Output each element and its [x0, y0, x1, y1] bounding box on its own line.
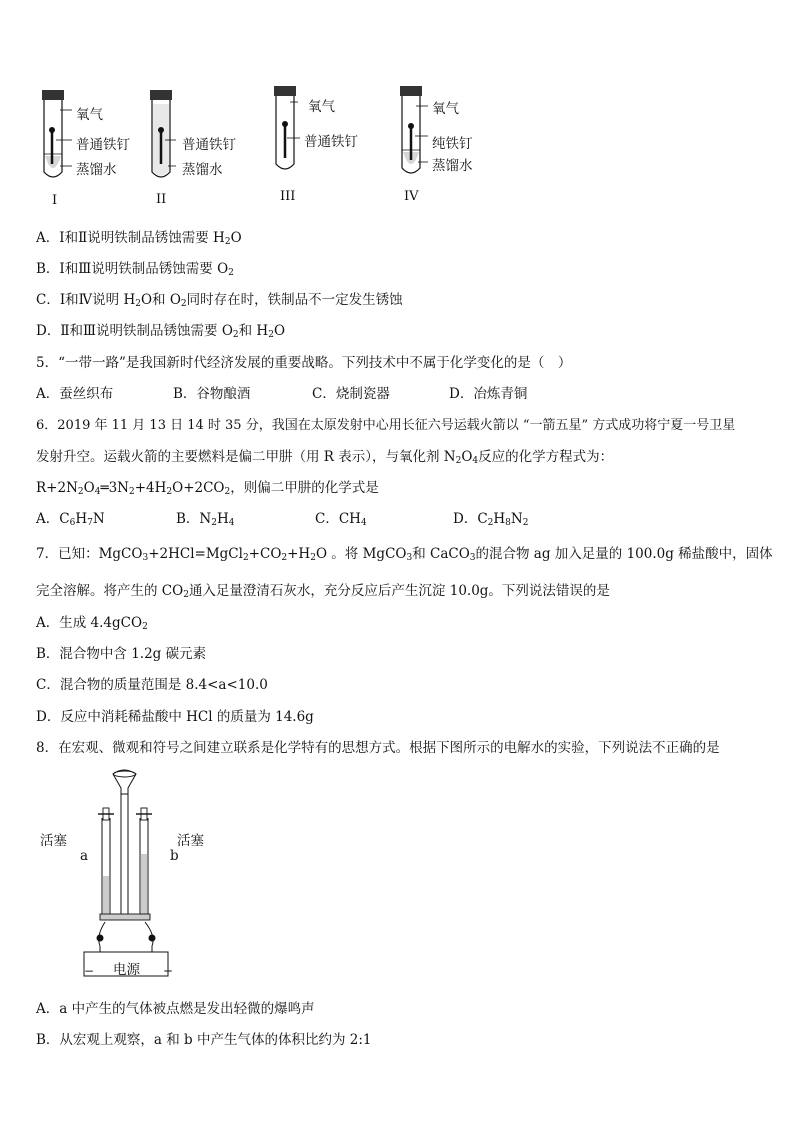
- q6-stem-line1: 6．2019 年 11 月 13 日 14 时 35 分，我国在太原发射中心用长征六号运载火箭以 “一箭五星” 方式成功将宁夏一号卫星: [36, 418, 736, 433]
- q5-option-c: C．烧制瓷器: [312, 386, 390, 402]
- tube-i-label-oxygen: 氧气: [76, 107, 103, 123]
- q7-stem-line2: 完全溶解。将产生的 $CO_2$通入足量澄清石灰水，充分反应后产生沉淀 10.0g。下列说法错误的是: [36, 583, 610, 600]
- q6-option-d: D．$C_2H_8N_2$: [453, 511, 529, 528]
- stopcock-label-left: 活塞: [40, 833, 67, 849]
- q7-option-c: C．混合物的质量范围是 8.4<a<10.0: [36, 677, 268, 693]
- tube-iv-label-water: 蒸馏水: [432, 158, 473, 174]
- q8-option-a: A．a 中产生的气体被点燃是发出轻微的爆鸣声: [36, 1001, 315, 1017]
- tube-ii-label-water: 蒸馏水: [182, 162, 223, 178]
- q6-option-a: A．$C_6H_7N$: [36, 511, 105, 528]
- q5-option-b: B．谷物酿酒: [173, 386, 251, 402]
- q7-option-b: B．混合物中含 1.2g 碳元素: [36, 646, 207, 662]
- tube-ii-numeral: II: [156, 192, 167, 207]
- tube-iii-label-oxygen: 氧气: [308, 99, 335, 115]
- q5-stem: 5．“一带一路”是我国新时代经济发展的重要战略。下列技术中不属于化学变化的是（ ）: [36, 355, 572, 371]
- tube-b-label: b: [170, 848, 179, 864]
- q7-option-d: D．反应中消耗稀盐酸中 HCl 的质量为 14.6g: [36, 709, 314, 725]
- tube-iv-label-nail: 纯铁钉: [432, 136, 473, 152]
- q6-option-b: B．$N_2H_4$: [176, 511, 235, 528]
- tube-ii-label-nail: 普通铁钉: [182, 137, 236, 153]
- q4-option-b: B．I和Ⅲ说明铁制品锈蚀需要 $O_2$: [36, 261, 234, 278]
- tube-a-label: a: [80, 848, 89, 864]
- tube-iii-label-nail: 普通铁钉: [304, 134, 358, 150]
- q6-option-c: C．$CH_4$: [315, 511, 367, 528]
- q6-stem-line2: 发射升空。运载火箭的主要燃料是偏二甲肼（用 R 表示），与氧化剂 $N_2O_4$反应的化学方程式为：: [36, 449, 614, 466]
- tube-iv-label-oxygen: 氧气: [432, 101, 459, 117]
- stopcock-label-right: 活塞: [177, 833, 204, 849]
- tube-iii: [274, 86, 300, 169]
- power-source-label: 电源: [113, 962, 140, 978]
- q4-option-d: D．Ⅱ和Ⅲ说明铁制品锈蚀需要 $O_2$和 $H_2O$: [36, 323, 286, 340]
- tube-i-label-nail: 普通铁钉: [76, 137, 130, 153]
- q8-option-b: B．从宏观上观察，a 和 b 中产生气体的体积比约为 2:1: [36, 1032, 372, 1048]
- tube-i: [42, 90, 72, 177]
- q5-option-d: D．冶炼青铜: [449, 386, 528, 402]
- positive-terminal: +: [163, 964, 174, 978]
- tube-i-numeral: I: [52, 193, 58, 208]
- tube-iv-numeral: IV: [404, 189, 419, 204]
- q5-option-a: A．蚕丝织布: [36, 386, 114, 402]
- tube-ii: [150, 90, 176, 177]
- electrolysis-apparatus: [76, 768, 186, 980]
- tube-i-label-water: 蒸馏水: [76, 162, 117, 178]
- q4-option-a: A．I和Ⅱ说明铁制品锈蚀需要 $H_2O$: [36, 230, 242, 247]
- tube-iv: [400, 86, 428, 173]
- q4-option-c: C．I和Ⅳ说明 $H_2O$和 $O_2$同时存在时，铁制品不一定发生锈蚀: [36, 292, 403, 309]
- tube-iii-numeral: III: [280, 189, 296, 204]
- q7-stem-line1: 7．已知：$MgCO_3+2HCl=MgCl_2+CO_2+H_2O$ 。将 MgCO$_3$和 CaCO$_3$的混合物 ag 加入足量的 100.0g 稀盐酸中，固体: [36, 546, 773, 563]
- q6-equation: $R+2N_2O_4═3N_2+4H_2O+2CO_2$，则偏二甲肼的化学式是: [36, 480, 379, 497]
- negative-terminal: −: [84, 964, 95, 978]
- q7-option-a: A．生成 4.4gCO$_2$: [36, 615, 148, 632]
- q5-options: [36, 385, 527, 403]
- q8-stem: 8．在宏观、微观和符号之间建立联系是化学特有的思想方式。根据下图所示的电解水的实验，下列说法不正确的是: [36, 740, 720, 756]
- q6-options: [36, 510, 528, 528]
